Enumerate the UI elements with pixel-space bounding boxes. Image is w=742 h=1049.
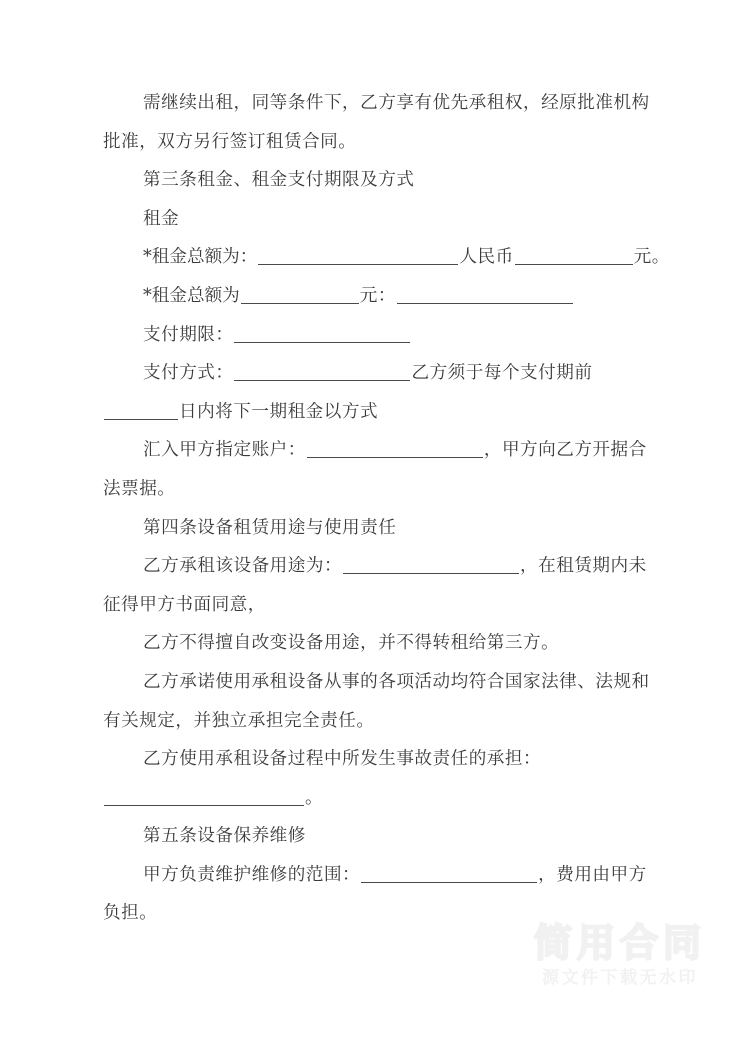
line-text: 乙方不得擅自改变设备用途，并不得转租给第三方。	[143, 633, 560, 654]
paragraph-line	[103, 702, 639, 741]
watermark-tagline-text: 源文件下载无水印	[541, 968, 698, 989]
fill-blank[interactable]	[234, 364, 410, 381]
line-text: 征得甲方书面同意，	[103, 594, 266, 615]
paragraph-line	[103, 624, 639, 663]
line-text: 日内将下一期租金以方式	[179, 401, 379, 422]
fill-blank[interactable]	[307, 441, 483, 458]
fill-blank[interactable]	[361, 866, 537, 883]
line-text: 。	[305, 787, 324, 808]
line-text: 负担。	[103, 903, 158, 924]
line-text: 法票据。	[103, 478, 176, 499]
field-payment-days	[103, 393, 639, 432]
line-text: 乙方使用承租设备过程中所发生事故责任的承担：	[143, 749, 542, 770]
watermark	[533, 921, 706, 991]
line-text: 租金	[143, 208, 180, 229]
fill-blank[interactable]	[397, 287, 573, 304]
fill-blank[interactable]	[104, 403, 178, 420]
watermark-brand-text: 简用合同	[533, 921, 706, 966]
line-text: 批准，双方另行签订租赁合同。	[103, 131, 357, 152]
line-text: 人民币	[459, 247, 514, 268]
line-text: 需继续出租，同等条件下，乙方享有优先承租权，经原批准机构	[143, 93, 650, 113]
field-payment-method	[103, 354, 639, 393]
line-text: 元。	[633, 247, 670, 268]
fill-blank[interactable]	[104, 789, 304, 806]
field-payment-term	[103, 316, 639, 355]
clause-heading-five	[103, 817, 639, 856]
line-text: 乙方须于每个支付期前	[411, 363, 593, 384]
line-text: 有关规定，并独立承担完全责任。	[103, 710, 375, 731]
fill-blank[interactable]	[241, 287, 359, 304]
line-text: 甲方负责维护维修的范围：	[143, 864, 361, 885]
line-text: 乙方承诺使用承租设备从事的各项活动均符合国家法律、法规和	[143, 671, 650, 692]
line-text: ，甲方向乙方开据合	[483, 440, 647, 461]
line-text: ，费用由甲方	[538, 864, 647, 885]
field-total-rent-amount	[103, 238, 670, 277]
field-accident-liability	[103, 779, 639, 818]
line-text: 第五条设备保养维修	[143, 826, 306, 847]
line-text: 第四条设备租赁用途与使用责任	[143, 517, 397, 538]
fill-blank[interactable]	[258, 248, 458, 265]
fill-blank[interactable]	[515, 248, 633, 265]
field-accident-liability-label	[103, 740, 639, 779]
line-text: *租金总额为	[143, 285, 240, 306]
line-text: *租金总额为：	[143, 247, 258, 268]
contract-text-body	[103, 84, 670, 933]
clause-heading-four	[103, 509, 639, 548]
paragraph-line	[103, 663, 650, 702]
fill-blank[interactable]	[343, 557, 519, 574]
line-text: 元：	[359, 285, 396, 306]
paragraph-line	[103, 894, 639, 933]
line-text: ，在租赁期内未	[520, 556, 647, 577]
field-total-rent-amount-alt	[103, 277, 639, 316]
paragraph-line	[103, 470, 639, 509]
field-equipment-purpose	[103, 547, 647, 586]
paragraph-line	[103, 123, 639, 162]
line-text: 乙方承租该设备用途为：	[143, 556, 343, 577]
subheading-rent	[103, 200, 639, 239]
line-text: 支付方式：	[143, 363, 234, 384]
line-text: 第三条租金、租金支付期限及方式	[143, 170, 415, 191]
fill-blank[interactable]	[234, 326, 410, 343]
field-designated-account	[103, 431, 647, 470]
line-text: 支付期限：	[143, 324, 234, 345]
field-maintenance-scope	[103, 856, 647, 895]
line-text: 汇入甲方指定账户：	[143, 440, 306, 461]
paragraph-line	[103, 586, 639, 625]
clause-heading-three	[103, 161, 639, 200]
paragraph-line	[103, 84, 650, 123]
